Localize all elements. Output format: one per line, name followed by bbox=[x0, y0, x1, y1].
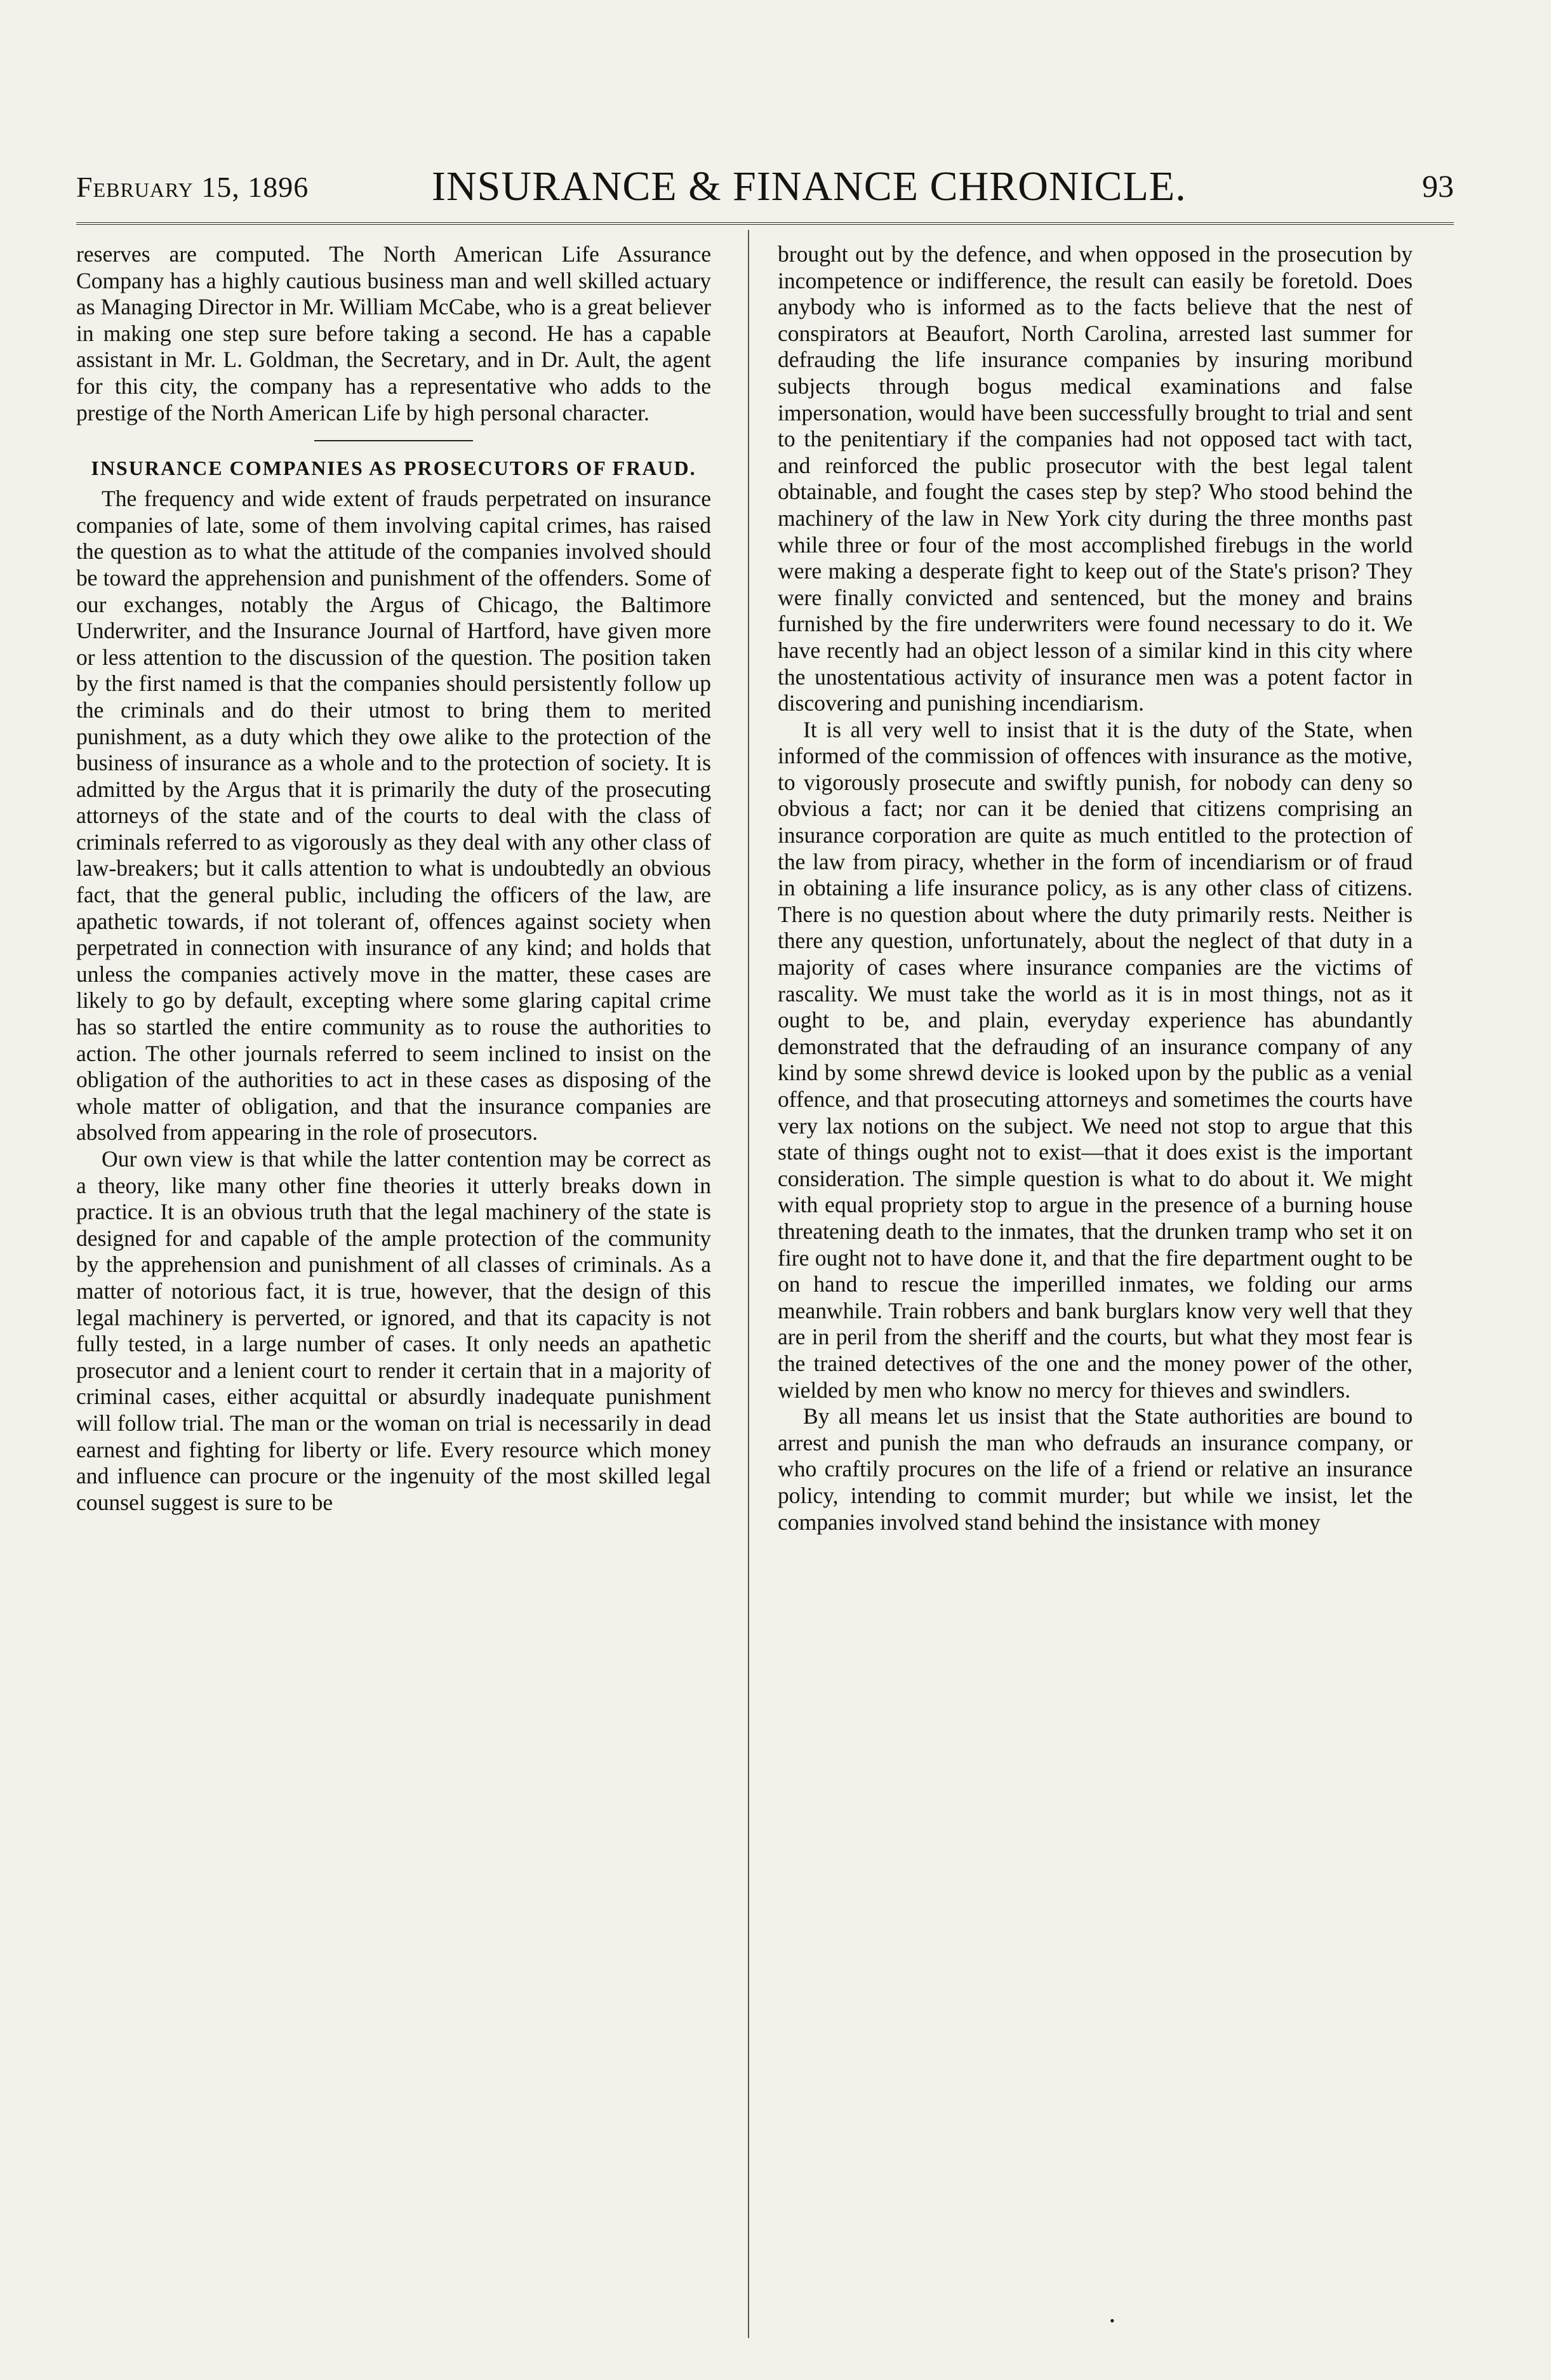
issue-date: February 15, 1896 bbox=[76, 171, 309, 203]
page-header bbox=[76, 145, 1454, 215]
page-number: 93 bbox=[1422, 168, 1454, 204]
article-heading: INSURANCE COMPANIES AS PROSECUTORS OF FRAUD. bbox=[91, 457, 696, 480]
article-paragraph-4: It is all very well to insist that it is the duty of the State, when informed of the commission of offences with insurance as the motive, to vigorously prosecute and swiftly punish, for nobody can deny so obvious a fact; nor can it be denied that citizens comprising an insurance corporation are quite as much entitled to the protection of the law from piracy, whether in the form of incendiarism or of fraud in obtaining a life insurance policy, as is any other class of citizens. There is no question about where the duty primarily rests. Neither is there any question, unfortunately, about the neglect of that duty in a majority of cases where insurance companies are the victims of rascality. We must take the world as it is in most things, not as it ought to be, and plain, everyday experience has abundantly demonstrated that the defrauding of an insurance company of any kind by some shrewd device is looked upon by the public as a venial offence, and that prosecuting attorneys and sometimes the courts have very lax notions on the subject. We need not stop to argue that this state of things ought not to exist—that it does exist is the important consideration. The simple question is what to do about it. We might with equal propriety stop to argue in the presence of a burning house threatening death to the inmates, that the drunken tramp who set it on fire ought not to have done it, and that the fire department ought to be on hand to rescue the imperilled inmates, we folding our arms meanwhile. Train robbers and bank burglars know very well that they are in peril from the sheriff and the courts, but what they most fear is the trained detectives of the one and the money power of the other, wielded by men who know no mercy for thieves and swindlers. bbox=[778, 716, 1413, 1403]
article-paragraph-3: brought out by the defence, and when opposed in the prosecution by incompetence or indifference, the result can easily be foretold. Does anybody who is informed as to the facts believe that the nest of conspirators at Beaufort, North Carolina, arrested last summer for defrauding the life insurance companies by insuring moribund subjects through bogus medical examinations and false impersonation, would have been successfully brought to trial and sent to the penitentiary if the companies had not opposed tact with tact, and reinforced the public prosecutor with the best legal talent obtainable, and fought the cases step by step? Who stood behind the machinery of the law in New York city during the three months past while three or four of the most accomplished firebugs in the world were making a desperate fight to keep out of the State's prison? They were finally convicted and sentenced, but the money and brains furnished by the fire underwriters were found necessary to do it. We have recently had an object lesson of a similar kind in this city where the unostentatious activity of insurance men was a potent factor in discovering and punishing incendiarism. bbox=[778, 241, 1413, 716]
intro-paragraph: reserves are computed. The North American Life Assurance Company has a highly cautious business man and well skilled actuary as Managing Director in Mr. William McCabe, who is a great believer in making one step sure before taking a second. He has a capable assistant in Mr. L. Goldman, the Secretary, and in Dr. Ault, the agent for this city, the company has a representative who adds to the prestige of the North American Life by high personal character. bbox=[76, 241, 711, 425]
left-column bbox=[76, 241, 711, 2305]
article-paragraph-2: Our own view is that while the latter contention may be correct as a theory, like many other fine theories it utterly breaks down in practice. It is an obvious truth that the legal machinery of the state is designed for and capable of the ample protection of the community by the apprehension and punishment of all classes of criminals. As a matter of notorious fact, it is true, however, that the design of this legal machinery is perverted, or ignored, and that its capacity is not fully tested, in a large number of cases. It only needs an apathetic prosecutor and a lenient court to render it certain that in a majority of criminal cases, either acquittal or absurdly inadequate punishment will follow trial. The man or the woman on trial is necessarily in dead earnest and fighting for liberty or life. Every resource which money and influence can procure or the ingenuity of the most skilled legal counsel suggest is sure to be bbox=[76, 1146, 711, 1515]
publication-title: INSURANCE & FINANCE CHRONICLE. bbox=[432, 163, 1187, 210]
page-ornament: • bbox=[1110, 2313, 1115, 2329]
article-paragraph-5: By all means let us insist that the State authorities are bound to arrest and punish the man who defrauds an insurance company, or who craftily procures on the life of a friend or relative an insurance policy, intending to commit murder; but while we insist, let the companies involved stand behind the insistance with money bbox=[778, 1403, 1413, 1535]
column-divider bbox=[748, 230, 749, 2338]
article-paragraph-1: The frequency and wide extent of frauds perpetrated on insurance companies of late, some of them involving capital crimes, has raised the question as to what the attitude of the companies involved should be toward the apprehension and punishment of the offenders. Some of our exchanges, notably the Argus of Chicago, the Baltimore Underwriter, and the Insurance Journal of Hartford, have given more or less attention to the discussion of the question. The position taken by the first named is that the companies should persistently follow up the criminals and do their utmost to bring them to merited punishment, as a duty which they owe alike to the protection of the business of insurance as a whole and to the protection of society. It is admitted by the Argus that it is primarily the duty of the prosecuting attorneys of the state and of the courts to deal with the class of criminals referred to as vigorously as they deal with any other class of law-breakers; but it calls attention to what is undoubtedly an obvious fact, that the general public, including the officers of the law, are apathetic towards, if not tolerant of, offences against society when perpetrated in connection with insurance of any kind; and holds that unless the companies actively move in the matter, these cases are likely to go by default, excepting where some glaring capital crime has so startled the entire community as to rouse the authorities to action. The other journals referred to seem inclined to insist on the obligation of the authorities to act in these cases as disposing of the whole matter of obligation, and that the insurance companies are absolved from appearing in the role of prosecutors. bbox=[76, 486, 711, 1146]
right-column bbox=[778, 241, 1413, 2337]
section-divider bbox=[314, 440, 473, 441]
header-rule bbox=[76, 222, 1454, 225]
